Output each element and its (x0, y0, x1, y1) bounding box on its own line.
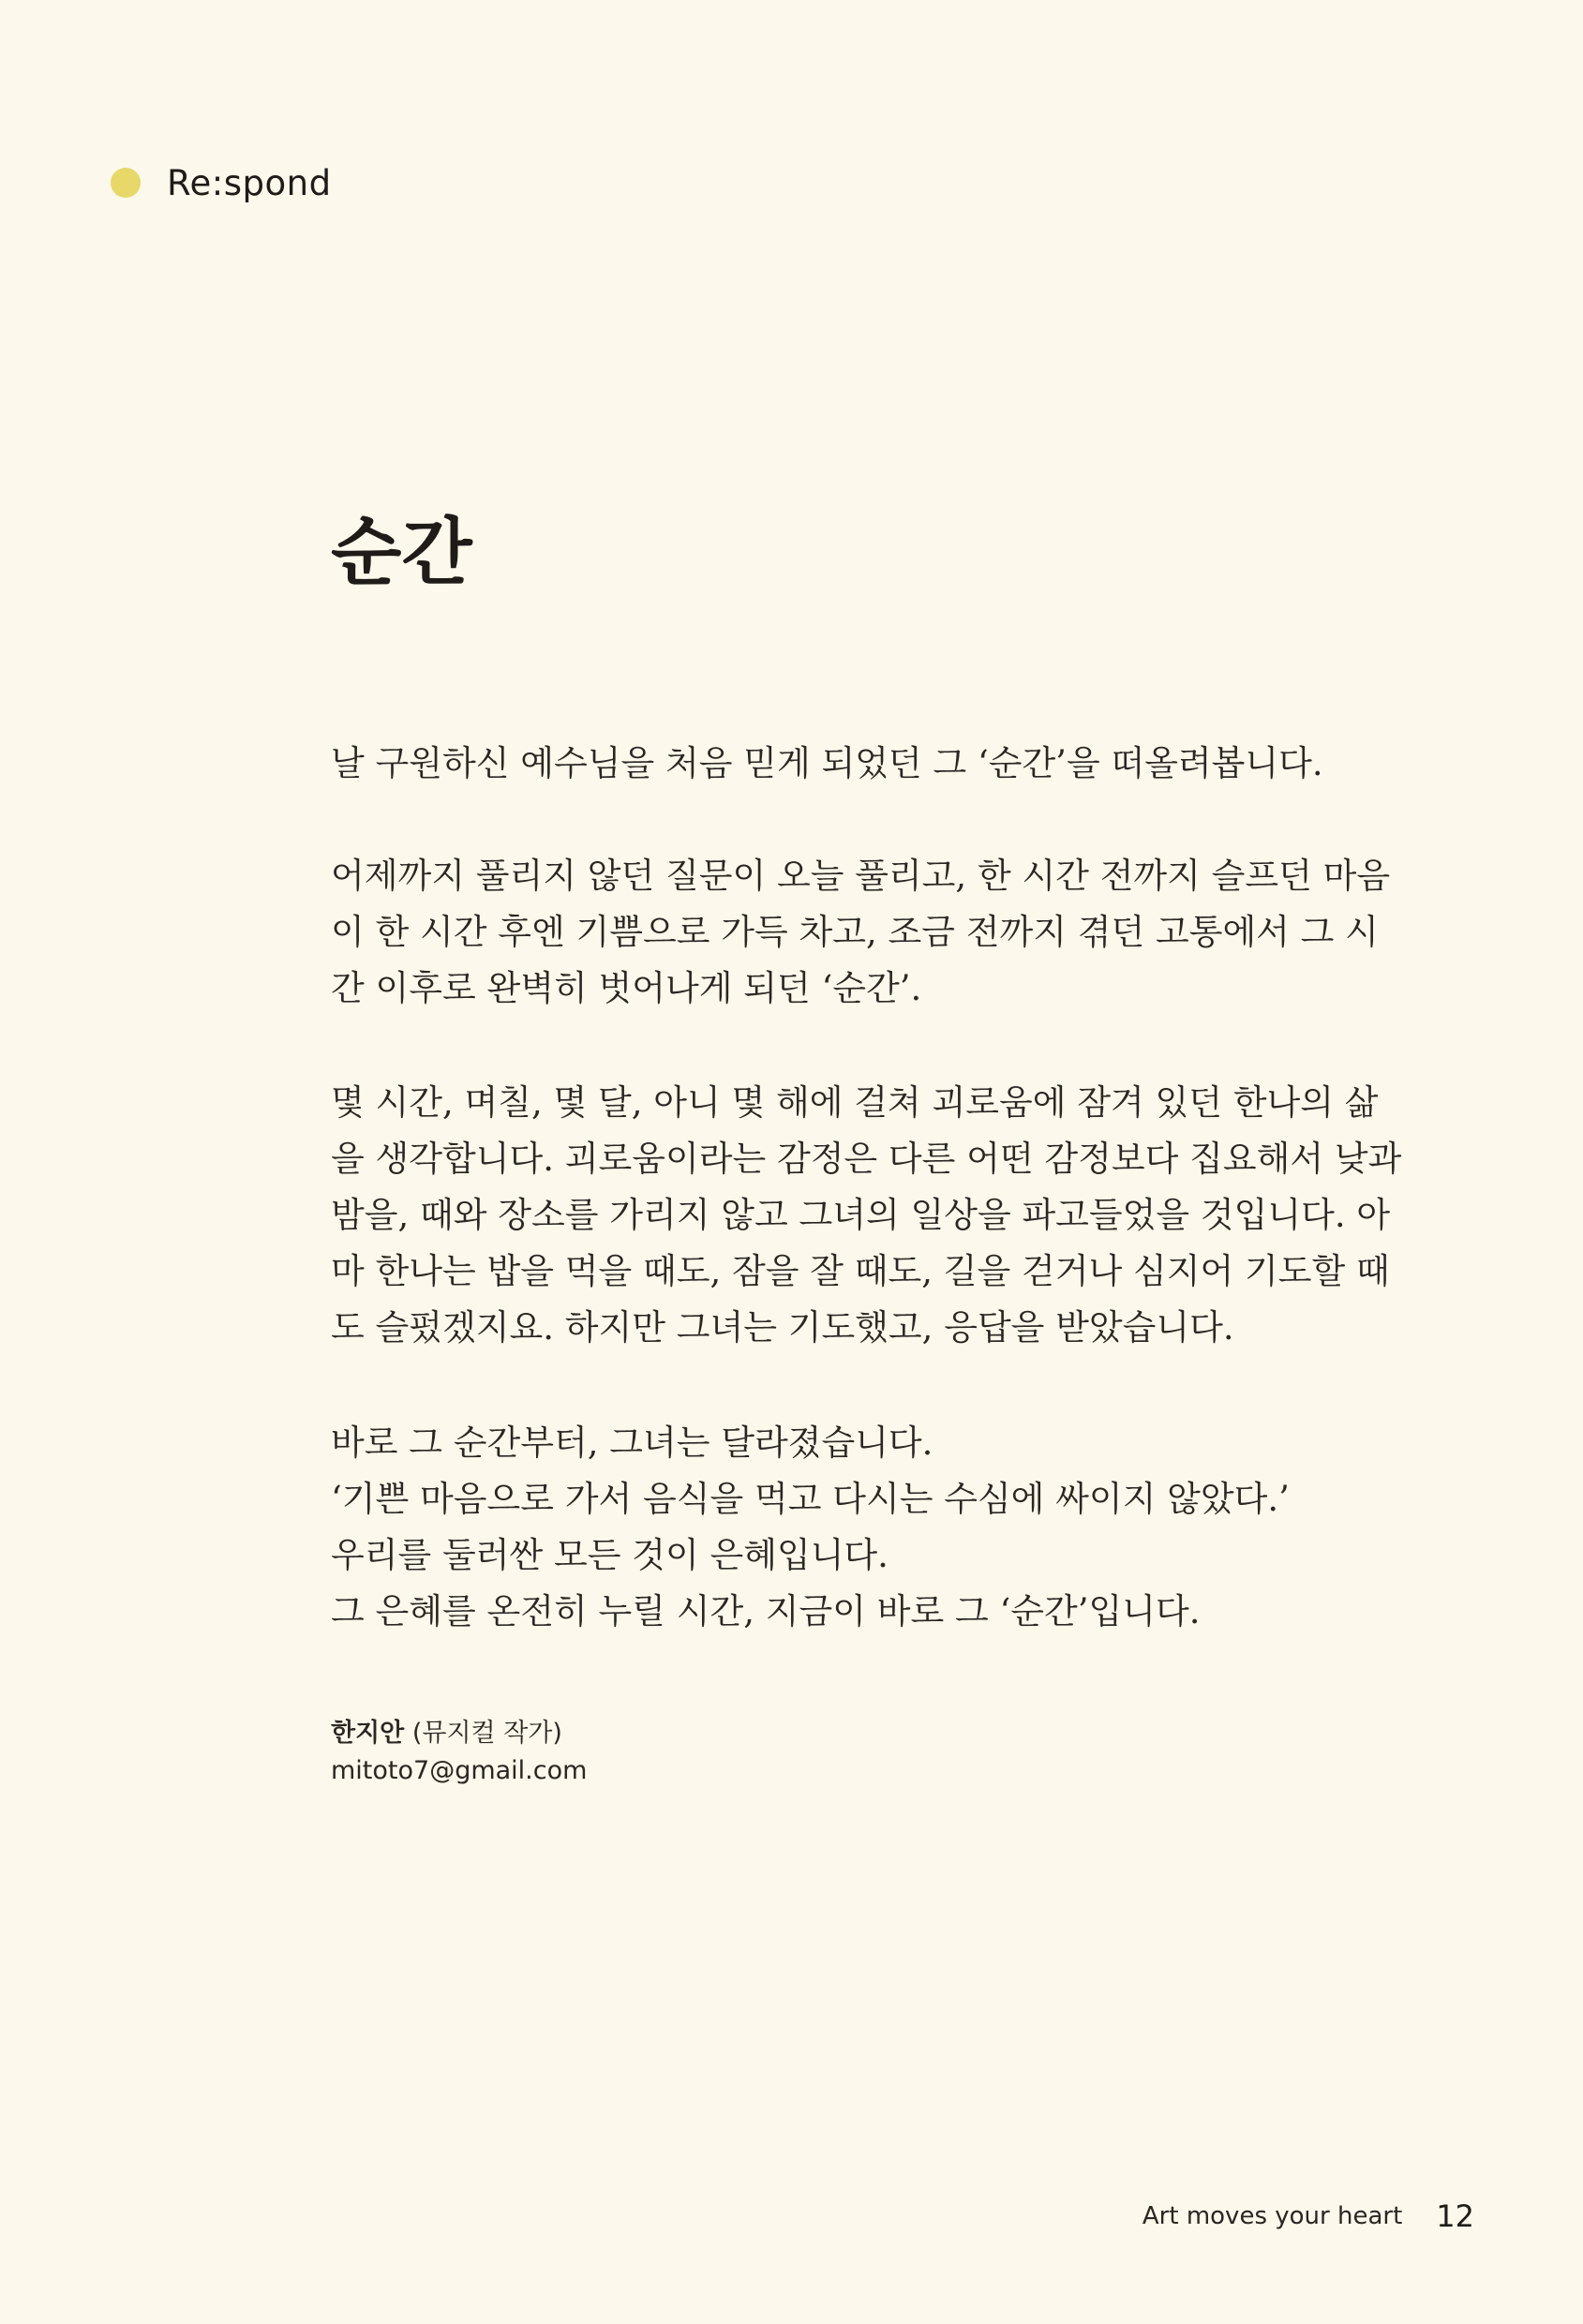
footer-tagline: Art moves your heart (1142, 2202, 1403, 2230)
paragraph-2 (331, 848, 1391, 1017)
paragraph-4 (331, 1415, 1290, 1640)
body-line: 몇 시간, 며칠, 몇 달, 아니 몇 해에 걸쳐 괴로움에 잠겨 있던 한나의 삶 (331, 1082, 1379, 1123)
author-block (331, 1715, 587, 1790)
section-tag (111, 159, 332, 206)
author-name: 한지안 (331, 1719, 405, 1748)
body-line: 어제까지 풀리지 않던 질문이 오늘 풀리고, 한 시간 전까지 슬프던 마음 (331, 856, 1391, 896)
body-line: 도 슬펐겠지요. 하지만 그녀는 기도했고, 응답을 받았습니다. (331, 1307, 1234, 1348)
body-line: 날 구원하신 예수님을 처음 믿게 되었던 그 ‘순간’을 떠올려봅니다. (331, 743, 1323, 783)
section-label: Re:spond (167, 162, 332, 203)
body-line: 우리를 둘러싼 모든 것이 은혜입니다. (331, 1535, 889, 1575)
body-line: 그 은혜를 온전히 누릴 시간, 지금이 바로 그 ‘순간’입니다. (331, 1591, 1201, 1631)
author-email: mitoto7@gmail.com (331, 1756, 588, 1785)
body-line: 을 생각합니다. 괴로움이라는 감정은 다른 어떤 감정보다 집요해서 낮과 (331, 1139, 1402, 1179)
article-title: 순간 (331, 510, 472, 595)
paragraph-1 (331, 736, 1323, 792)
body-line: 이 한 시간 후엔 기쁨으로 가득 차고, 조금 전까지 겪던 고통에서 그 시 (331, 912, 1379, 952)
body-line: ‘기쁜 마음으로 가서 음식을 먹고 다시는 수심에 싸이지 않았다.’ (331, 1479, 1290, 1519)
paragraph-3 (331, 1075, 1402, 1356)
body-line: 마 한나는 밥을 먹을 때도, 잠을 잘 때도, 길을 걷거나 심지어 기도할 때 (331, 1251, 1390, 1291)
body-line: 밤을, 때와 장소를 가리지 않고 그녀의 일상을 파고들었을 것입니다. 아 (331, 1195, 1391, 1235)
body-line: 간 이후로 완벽히 벗어나게 되던 ‘순간’. (331, 968, 922, 1008)
page-number: 12 (1436, 2198, 1474, 2234)
body-line: 바로 그 순간부터, 그녀는 달라졌습니다. (331, 1423, 933, 1463)
page-footer (1142, 2193, 1474, 2240)
author-role: (뮤지컬 작가) (411, 1719, 562, 1748)
section-dot-icon (111, 168, 141, 198)
